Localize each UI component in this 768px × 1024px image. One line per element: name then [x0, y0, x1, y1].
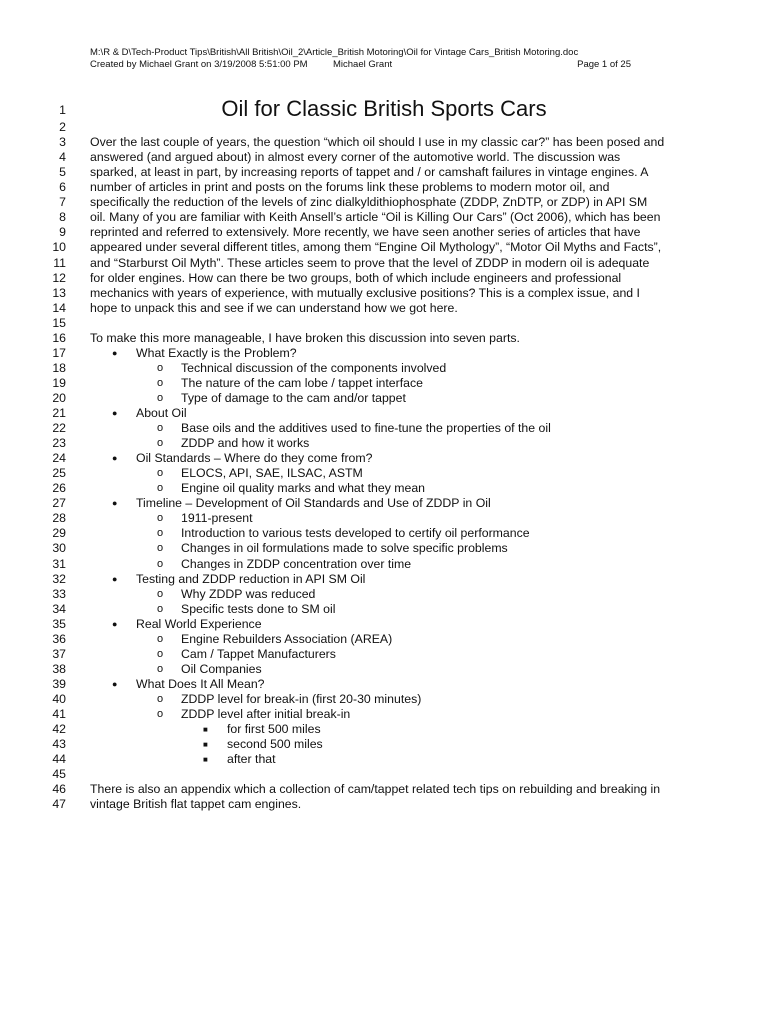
document-line — [0, 256, 768, 271]
paragraph-text: answered (and argued about) in almost every corner of the automotive world. The discussion was — [90, 150, 621, 165]
line-number: 42 — [52, 722, 66, 737]
document-line — [0, 647, 768, 662]
document-line — [0, 316, 768, 331]
circle-marker: o — [157, 662, 164, 675]
bullet-marker: ● — [112, 453, 118, 464]
circle-marker: o — [157, 708, 164, 720]
circle-marker: o — [157, 376, 164, 389]
line-number: 5 — [59, 165, 66, 180]
list-item-text: ZDDP level after initial break-in — [181, 707, 351, 721]
line-number: 39 — [52, 676, 66, 691]
circle-marker: o — [157, 587, 164, 600]
line-number: 22 — [52, 421, 66, 436]
line-number: 27 — [52, 496, 66, 511]
document-line — [0, 662, 768, 677]
document-line — [0, 120, 768, 135]
line-number: 36 — [52, 631, 66, 646]
line-number: 4 — [59, 150, 66, 165]
line-number: 9 — [59, 225, 66, 240]
circle-marker: o — [157, 557, 164, 570]
list-item-text: Changes in oil formulations made to solve specific problems — [181, 541, 508, 556]
line-number: 8 — [59, 210, 66, 225]
line-number: 32 — [52, 571, 66, 586]
bullet-marker: ● — [112, 498, 118, 509]
document-line — [0, 150, 768, 165]
document-line — [0, 752, 768, 767]
paragraph-text: specifically the reduction of the levels of zinc dialkyldithiophosphate (ZDDP, ZnDTP, or ZDP) in API SM — [90, 195, 648, 210]
square-marker: ■ — [203, 725, 208, 735]
line-number: 28 — [52, 511, 66, 526]
document-line — [0, 617, 768, 632]
document-line — [0, 541, 768, 556]
line-number: 14 — [52, 300, 66, 315]
list-item-text: Testing and ZDDP reduction in API SM Oil — [136, 571, 366, 586]
line-number: 21 — [52, 406, 66, 420]
paragraph-text: There is also an appendix which a collection of cam/tappet related tech tips on rebuilding and breaking in — [90, 782, 661, 797]
line-number: 2 — [59, 120, 66, 135]
line-number: 37 — [52, 646, 66, 661]
document-title: Oil for Classic British Sports Cars — [221, 96, 547, 121]
document-line — [0, 240, 768, 255]
circle-marker: o — [157, 437, 164, 450]
document-line — [0, 225, 768, 240]
line-number: 44 — [52, 752, 66, 767]
paragraph-text: appeared under several different titles, among them “Engine Oil Mythology”, “Motor Oil Myths and Facts”, — [90, 240, 662, 255]
line-number: 47 — [52, 797, 66, 812]
document-line — [0, 526, 768, 541]
line-number: 1 — [59, 103, 66, 117]
document-line — [0, 782, 768, 797]
line-number: 6 — [59, 180, 66, 195]
list-item-text: Real World Experience — [136, 616, 262, 631]
line-number: 18 — [52, 360, 66, 375]
list-item-text: Oil Companies — [181, 661, 262, 676]
document-line — [0, 767, 768, 782]
line-number: 26 — [52, 481, 66, 496]
list-item-text: Timeline – Development of Oil Standards and Use of ZDDP in Oil — [136, 496, 491, 511]
line-number: 45 — [52, 767, 66, 782]
bullet-marker: ● — [112, 347, 118, 358]
line-number: 11 — [53, 255, 66, 270]
document-line — [0, 301, 768, 316]
document-line — [0, 135, 768, 150]
paragraph-text: mechanics with years of experience, with mutually exclusive positions? This is a complex issue, and I — [90, 285, 640, 300]
circle-marker: o — [157, 467, 164, 480]
document-line — [0, 587, 768, 602]
document-line — [0, 692, 768, 707]
paragraph-text: reprinted and referred to extensively. More recently, we have seen another series of articles that have — [90, 225, 641, 240]
document-line — [0, 421, 768, 436]
circle-marker: o — [157, 512, 164, 525]
document-line — [0, 195, 768, 210]
paragraph-text: To make this more manageable, I have broken this discussion into seven parts. — [90, 330, 520, 345]
list-item-text: for first 500 miles — [227, 722, 321, 737]
line-number: 3 — [59, 135, 66, 150]
list-item-text: Base oils and the additives used to fine-tune the properties of the oil — [181, 421, 551, 436]
line-number: 16 — [52, 330, 66, 345]
circle-marker: o — [157, 482, 164, 495]
document-line — [0, 496, 768, 511]
line-number: 12 — [52, 270, 66, 285]
paragraph-text: oil. Many of you are familiar with Keith Ansell’s article “Oil is Killing Our Cars” (Oct 2006), which has been — [90, 210, 661, 225]
line-number: 7 — [59, 195, 66, 210]
list-item-text: second 500 miles — [227, 737, 323, 752]
list-item-text: Introduction to various tests developed to certify oil performance — [181, 526, 530, 541]
document-line — [0, 466, 768, 481]
line-number: 17 — [52, 345, 66, 360]
line-number: 13 — [52, 285, 66, 300]
document-line — [0, 271, 768, 286]
document-line — [0, 376, 768, 391]
document-line — [0, 210, 768, 225]
list-item-text: ZDDP and how it works — [181, 436, 310, 451]
circle-marker: o — [157, 391, 164, 404]
list-item-text: Technical discussion of the components involved — [181, 360, 447, 375]
line-number: 43 — [52, 737, 66, 752]
list-item-text: 1911-present — [181, 511, 253, 526]
line-number: 31 — [52, 556, 66, 571]
document-line — [0, 602, 768, 617]
document-line — [0, 451, 768, 466]
document-line — [0, 737, 768, 752]
list-item-text: Oil Standards – Where do they come from? — [136, 451, 373, 466]
document-line — [0, 391, 768, 406]
circle-marker: o — [157, 647, 164, 660]
bullet-marker: ● — [112, 408, 118, 418]
created-by-header — [90, 59, 635, 71]
line-number: 10 — [52, 240, 66, 255]
list-item-text: ZDDP level for break-in (first 20-30 minutes) — [181, 691, 422, 706]
circle-marker: o — [157, 632, 164, 645]
list-item-text: About Oil — [136, 406, 187, 420]
line-number: 15 — [52, 315, 66, 330]
list-item-text: Engine oil quality marks and what they mean — [181, 481, 426, 496]
document-line — [0, 361, 768, 376]
line-number: 23 — [52, 436, 66, 451]
created-info: Created by Michael Grant on 3/19/2008 5:51:00 PM — [90, 59, 308, 70]
list-item-text: Cam / Tappet Manufacturers — [181, 646, 336, 661]
paragraph-text: sparked, at least in part, by increasing reports of tappet and / or camshaft failures in vintage engines. A — [90, 165, 649, 180]
document-line — [0, 436, 768, 451]
line-number: 30 — [52, 541, 66, 556]
document-line — [0, 722, 768, 737]
circle-marker: o — [157, 361, 164, 374]
document-line — [0, 557, 768, 572]
line-number: 20 — [52, 390, 66, 405]
page-number: Page 1 of 25 — [577, 59, 631, 70]
document-line — [0, 331, 768, 346]
line-number: 29 — [52, 526, 66, 541]
circle-marker: o — [157, 542, 164, 555]
document-line — [0, 572, 768, 587]
line-number: 40 — [52, 691, 66, 706]
square-marker: ■ — [203, 740, 208, 750]
document-line — [0, 707, 768, 722]
list-item-text: ELOCS, API, SAE, ILSAC, ASTM — [181, 466, 363, 481]
document-line — [0, 286, 768, 301]
circle-marker: o — [157, 422, 164, 435]
list-item-text: Engine Rebuilders Association (AREA) — [181, 631, 393, 646]
document-line — [0, 797, 768, 812]
document-line — [0, 96, 768, 121]
bullet-marker: ● — [112, 678, 118, 689]
line-number: 33 — [52, 586, 66, 601]
paragraph-text: for older engines. How can there be two groups, both of which include engineers and professional — [90, 270, 622, 285]
list-item-text: Specific tests done to SM oil — [181, 601, 336, 616]
line-number: 41 — [52, 707, 66, 721]
line-number: 35 — [52, 616, 66, 631]
document-line — [0, 677, 768, 692]
paragraph-text: vintage British flat tappet cam engines. — [90, 797, 302, 812]
document-line — [0, 180, 768, 195]
paragraph-text: Over the last couple of years, the question “which oil should I use in my classic car?” has been posed and — [90, 135, 665, 150]
square-marker: ■ — [203, 755, 208, 765]
line-number: 25 — [52, 466, 66, 481]
list-item-text: after that — [227, 752, 276, 767]
list-item-text: The nature of the cam lobe / tappet interface — [181, 375, 423, 390]
list-item-text: Why ZDDP was reduced — [181, 586, 316, 601]
document-line — [0, 481, 768, 496]
document-line — [0, 632, 768, 647]
list-item-text: Type of damage to the cam and/or tappet — [181, 390, 406, 405]
line-number: 24 — [52, 451, 66, 466]
line-number: 19 — [52, 375, 66, 390]
document-line — [0, 165, 768, 180]
bullet-marker: ● — [112, 618, 118, 629]
list-item-text: What Does It All Mean? — [136, 676, 265, 691]
document-line — [0, 511, 768, 526]
line-number: 46 — [52, 782, 66, 797]
list-item-text: Changes in ZDDP concentration over time — [181, 556, 412, 571]
paragraph-text: hope to unpack this and see if we can understand how we got here. — [90, 300, 458, 315]
list-item-text: What Exactly is the Problem? — [136, 345, 297, 360]
document-line — [0, 346, 768, 361]
paragraph-text: number of articles in print and posts on the forums link these problems to modern motor oil, and — [90, 180, 610, 195]
line-number: 38 — [52, 661, 66, 676]
circle-marker: o — [157, 602, 164, 615]
circle-marker: o — [157, 527, 164, 540]
line-number: 34 — [52, 601, 66, 616]
bullet-marker: ● — [112, 573, 118, 584]
file-path-header: M:\R & D\Tech-Product Tips\British\All British\Oil_2\Article_British Motoring\Oil for Vintage Cars_British Motoring.doc — [90, 47, 579, 58]
author-name: Michael Grant — [333, 59, 393, 70]
document-line — [0, 406, 768, 421]
circle-marker: o — [157, 692, 164, 705]
paragraph-text: and “Starburst Oil Myth”. These articles seem to prove that the level of ZDDP in modern oil is adequate — [90, 255, 650, 270]
